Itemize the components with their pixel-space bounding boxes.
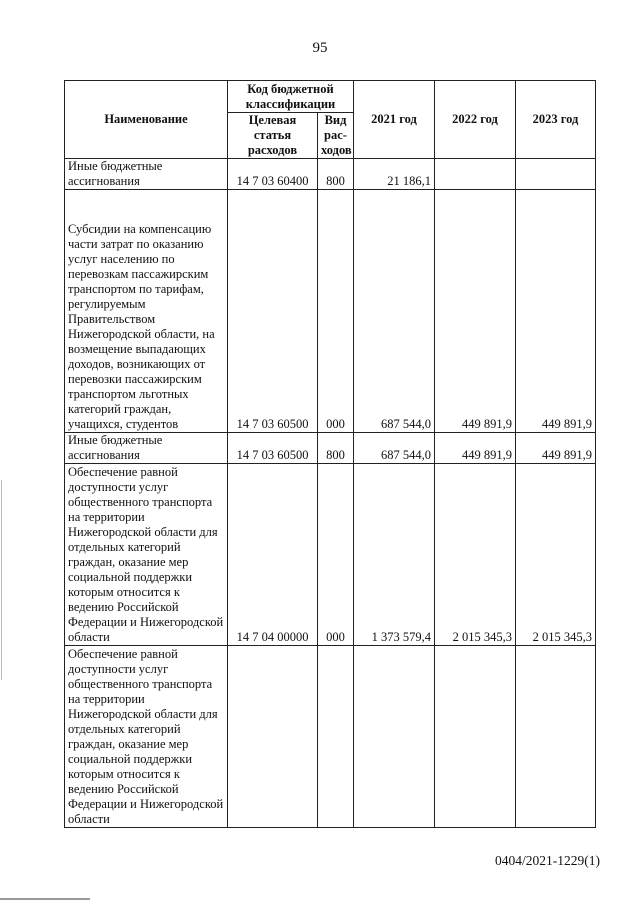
row-kind: 800: [318, 433, 354, 464]
header-code-group: Код бюджетной классификации: [228, 81, 354, 113]
header-2021: 2021 год: [354, 81, 435, 159]
scan-bottom-mark: [0, 898, 90, 900]
header-expense-kind: Вид рас-ходов: [318, 113, 354, 159]
table-row: [65, 433, 596, 464]
table-row: [65, 159, 596, 190]
header-2023: 2023 год: [516, 81, 596, 159]
row-2021: 687 544,0: [354, 190, 435, 433]
header-2022: 2022 год: [435, 81, 516, 159]
row-2022: [435, 159, 516, 190]
row-2023: 2 015 345,3: [516, 464, 596, 646]
row-2023: 449 891,9: [516, 433, 596, 464]
row-name: Обеспечение равной доступности услуг общественного транспорта на территории Нижегородской области для отдельных категорий граждан, оказание мер социальной поддержки которым относится к ведению Российской Федерации и Нижегородской области: [65, 646, 228, 828]
table-row: [65, 646, 596, 828]
row-target: 14 7 03 60500: [228, 433, 318, 464]
row-2023: 449 891,9: [516, 190, 596, 433]
row-name: Иные бюджетные ассигнования: [65, 433, 228, 464]
row-target: 14 7 03 60400: [228, 159, 318, 190]
row-2022: 2 015 345,3: [435, 464, 516, 646]
table-row: [65, 464, 596, 646]
table-row: [65, 190, 596, 433]
row-kind: [318, 646, 354, 828]
row-kind: 800: [318, 159, 354, 190]
row-2022: 449 891,9: [435, 190, 516, 433]
row-2021: 21 186,1: [354, 159, 435, 190]
row-2022: 449 891,9: [435, 433, 516, 464]
row-kind: 000: [318, 190, 354, 433]
row-name: Иные бюджетные ассигнования: [65, 159, 228, 190]
document-code: 0404/2021-1229(1): [495, 853, 600, 868]
page-number: 95: [312, 40, 328, 56]
row-2021: 687 544,0: [354, 433, 435, 464]
row-target: 14 7 04 00000: [228, 464, 318, 646]
row-2023: [516, 646, 596, 828]
row-target: [228, 646, 318, 828]
row-target: 14 7 03 60500: [228, 190, 318, 433]
header-name: Наименование: [65, 81, 228, 159]
header-target-article: Целевая статья расходов: [228, 113, 318, 159]
row-2023: [516, 159, 596, 190]
row-2021: [354, 646, 435, 828]
scan-edge-mark: [1, 480, 2, 680]
row-name: Субсидии на компенсацию части затрат по оказанию услуг населению по перевозкам пассажирским транспортом по тарифам, регулируемым Правительством Нижегородской области, на возмещение выпадающих доходов, возникающих от перевозки пассажирским транспортом льготных категорий граждан, учащихся, студентов: [65, 190, 228, 433]
budget-table: [64, 80, 596, 828]
row-kind: 000: [318, 464, 354, 646]
row-2022: [435, 646, 516, 828]
row-name: Обеспечение равной доступности услуг общественного транспорта на территории Нижегородской области для отдельных категорий граждан, оказание мер социальной поддержки которым относится к ведению Российской Федерации и Нижегородской области: [65, 464, 228, 646]
row-2021: 1 373 579,4: [354, 464, 435, 646]
